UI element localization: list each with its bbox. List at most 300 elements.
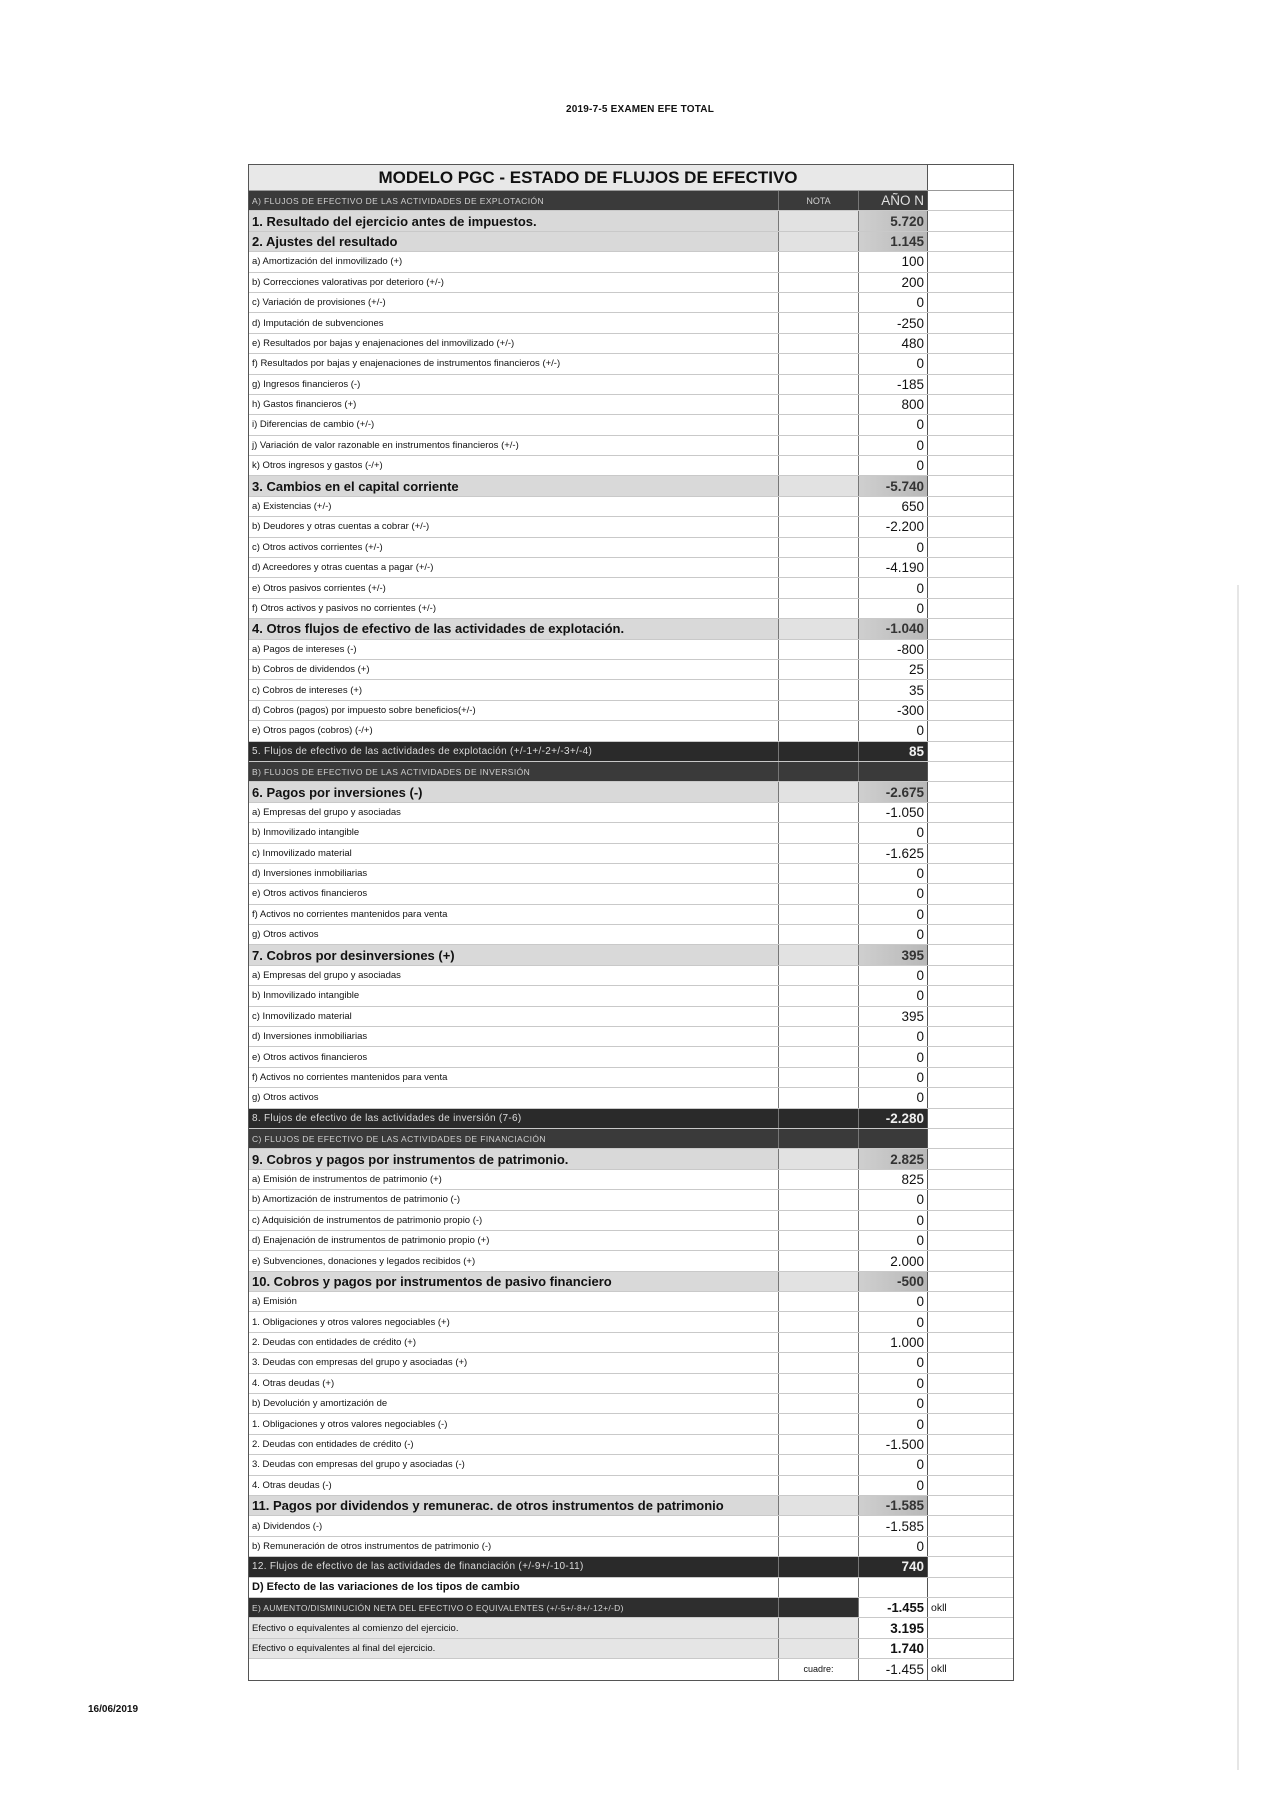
row-nota [779, 1047, 859, 1066]
row-nota [779, 232, 859, 251]
table-row [249, 578, 1013, 598]
row-label: b) Inmovilizado intangible [249, 823, 779, 842]
row-check [928, 1578, 1013, 1597]
row-nota [779, 334, 859, 353]
row-label: c) Inmovilizado material [249, 844, 779, 863]
row-nota [779, 1557, 859, 1576]
row-label: d) Cobros (pagos) por impuesto sobre beneficios(+/-) [249, 701, 779, 720]
row-check [928, 1170, 1013, 1189]
row-value: 0 [859, 1394, 928, 1413]
row-check [928, 701, 1013, 720]
row-value: -1.625 [859, 844, 928, 863]
table-row [249, 966, 1013, 986]
row-nota [779, 1027, 859, 1046]
row-value: -2.200 [859, 517, 928, 536]
row-label: c) Otros activos corrientes (+/-) [249, 538, 779, 557]
table-row [249, 1231, 1013, 1251]
row-check [928, 619, 1013, 638]
row-value [859, 1129, 928, 1148]
row-check [928, 599, 1013, 618]
row-label: Efectivo o equivalentes al final del ejercicio. [249, 1639, 779, 1658]
row-label [249, 1659, 779, 1679]
row-check [928, 1047, 1013, 1066]
row-check [928, 1537, 1013, 1556]
row-check [928, 436, 1013, 455]
row-value: 0 [859, 1353, 928, 1372]
row-nota [779, 1414, 859, 1433]
row-check [928, 1394, 1013, 1413]
row-value: 0 [859, 436, 928, 455]
row-label: b) Amortización de instrumentos de patrimonio (-) [249, 1190, 779, 1209]
table-row [249, 415, 1013, 435]
row-value: 200 [859, 273, 928, 292]
row-check [928, 517, 1013, 536]
row-value: 0 [859, 1211, 928, 1230]
row-label: d) Enajenación de instrumentos de patrimonio propio (+) [249, 1231, 779, 1250]
row-nota [779, 1190, 859, 1209]
row-label: a) Existencias (+/-) [249, 497, 779, 516]
row-value: -1.455 [859, 1659, 928, 1679]
row-check [928, 497, 1013, 516]
row-label: c) Variación de provisiones (+/-) [249, 293, 779, 312]
row-label: f) Otros activos y pasivos no corrientes (+/-) [249, 599, 779, 618]
table-row [249, 375, 1013, 395]
row-value: 0 [859, 1068, 928, 1087]
row-label: f) Resultados por bajas y enajenaciones de instrumentos financieros (+/-) [249, 354, 779, 373]
row-check [928, 1251, 1013, 1270]
row-value: 740 [859, 1557, 928, 1576]
row-nota [779, 864, 859, 883]
row-nota [779, 742, 859, 761]
row-value: 0 [859, 1292, 928, 1311]
row-nota [779, 1639, 859, 1658]
row-nota [779, 375, 859, 394]
row-label: a) Amortización del inmovilizado (+) [249, 252, 779, 271]
row-label: 8. Flujos de efectivo de las actividades de inversión (7-6) [249, 1109, 779, 1128]
row-label: a) Emisión de instrumentos de patrimonio (+) [249, 1170, 779, 1189]
row-check [928, 1211, 1013, 1230]
row-value: -5.740 [859, 476, 928, 495]
row-value: 0 [859, 884, 928, 903]
row-label: D) Efecto de las variaciones de los tipos de cambio [249, 1578, 779, 1597]
row-label: 6. Pagos por inversiones (-) [249, 782, 779, 801]
row-check [928, 1476, 1013, 1495]
row-label: b) Devolución y amortización de [249, 1394, 779, 1413]
table-row [249, 1496, 1013, 1516]
row-nota: cuadre: [779, 1659, 859, 1679]
row-nota [779, 1292, 859, 1311]
row-check [928, 334, 1013, 353]
row-value: 395 [859, 945, 928, 964]
row-nota [779, 1272, 859, 1291]
row-value: 0 [859, 966, 928, 985]
row-nota [779, 966, 859, 985]
row-nota [779, 1476, 859, 1495]
row-check [928, 232, 1013, 251]
row-nota [779, 1353, 859, 1372]
row-label: a) Pagos de intereses (-) [249, 640, 779, 659]
row-label: d) Inversiones inmobiliarias [249, 1027, 779, 1046]
row-value: 0 [859, 721, 928, 740]
row-label: e) Otros pasivos corrientes (+/-) [249, 578, 779, 597]
table-row [249, 1251, 1013, 1271]
row-label: e) Subvenciones, donaciones y legados recibidos (+) [249, 1251, 779, 1270]
row-value: 0 [859, 1414, 928, 1433]
row-check [928, 558, 1013, 577]
row-nota [779, 986, 859, 1005]
row-label: E) AUMENTO/DISMINUCIÓN NETA DEL EFECTIVO O EQUIVALENTES (+/-5+/-8+/-12+/-D) [249, 1598, 779, 1617]
row-check [928, 1516, 1013, 1535]
ok-cell [928, 165, 1013, 190]
table-row [249, 1211, 1013, 1231]
row-label: C) FLUJOS DE EFECTIVO DE LAS ACTIVIDADES DE FINANCIACIÓN [249, 1129, 779, 1148]
row-value: -185 [859, 375, 928, 394]
row-nota [779, 476, 859, 495]
row-label: c) Inmovilizado material [249, 1007, 779, 1026]
row-value: 35 [859, 680, 928, 699]
table-row [249, 864, 1013, 884]
row-value: 1.000 [859, 1333, 928, 1352]
row-value: 100 [859, 252, 928, 271]
row-nota [779, 497, 859, 516]
row-value: 480 [859, 334, 928, 353]
row-value: -1.585 [859, 1496, 928, 1515]
row-value: 0 [859, 415, 928, 434]
row-nota [779, 1068, 859, 1087]
table-row [249, 1639, 1013, 1659]
row-check [928, 578, 1013, 597]
table-row [249, 762, 1013, 782]
row-nota [779, 273, 859, 292]
row-check [928, 660, 1013, 679]
row-nota [779, 1435, 859, 1454]
row-nota [779, 436, 859, 455]
document-title: 2019-7-5 EXAMEN EFE TOTAL [566, 104, 714, 115]
table-row [249, 395, 1013, 415]
row-label: 2. Deudas con entidades de crédito (+) [249, 1333, 779, 1352]
row-label: c) Adquisición de instrumentos de patrimonio propio (-) [249, 1211, 779, 1230]
row-check [928, 966, 1013, 985]
row-check [928, 844, 1013, 863]
row-check [928, 1414, 1013, 1433]
row-nota [779, 782, 859, 801]
row-label: B) FLUJOS DE EFECTIVO DE LAS ACTIVIDADES DE INVERSIÓN [249, 762, 779, 781]
row-check [928, 1618, 1013, 1637]
row-nota [779, 415, 859, 434]
row-label: e) Otros activos financieros [249, 1047, 779, 1066]
row-value: 3.195 [859, 1618, 928, 1637]
row-check [928, 762, 1013, 781]
table-row [249, 905, 1013, 925]
table-row [249, 558, 1013, 578]
row-nota [779, 640, 859, 659]
row-check [928, 884, 1013, 903]
row-value: -4.190 [859, 558, 928, 577]
table-row [249, 1292, 1013, 1312]
row-value: 0 [859, 1537, 928, 1556]
scan-edge-line [1237, 585, 1239, 1770]
row-label: 4. Otros flujos de efectivo de las actividades de explotación. [249, 619, 779, 638]
table-row [249, 680, 1013, 700]
table-row [249, 497, 1013, 517]
row-nota [779, 1109, 859, 1128]
row-nota [779, 599, 859, 618]
row-value: -250 [859, 313, 928, 332]
table-row [249, 1272, 1013, 1292]
table-row [249, 1027, 1013, 1047]
row-label: f) Activos no corrientes mantenidos para venta [249, 905, 779, 924]
row-check [928, 742, 1013, 761]
row-label: 5. Flujos de efectivo de las actividades de explotación (+/-1+/-2+/-3+/-4) [249, 742, 779, 761]
row-check [928, 313, 1013, 332]
row-nota [779, 1251, 859, 1270]
table-row [249, 211, 1013, 231]
row-nota [779, 1333, 859, 1352]
row-check [928, 538, 1013, 557]
row-label: e) Otros pagos (cobros) (-/+) [249, 721, 779, 740]
table-row [249, 191, 1013, 211]
table-row [249, 823, 1013, 843]
row-check [928, 986, 1013, 1005]
row-check [928, 823, 1013, 842]
table-row [249, 619, 1013, 639]
table-row [249, 782, 1013, 802]
table-row [249, 742, 1013, 762]
row-label: i) Diferencias de cambio (+/-) [249, 415, 779, 434]
row-label: 4. Otras deudas (+) [249, 1374, 779, 1393]
row-check [928, 191, 1013, 210]
row-nota [779, 1496, 859, 1515]
table-row [249, 1088, 1013, 1108]
table-row [249, 1578, 1013, 1598]
row-check [928, 925, 1013, 944]
row-check [928, 1027, 1013, 1046]
table-row [249, 313, 1013, 333]
row-check: okll [931, 1663, 947, 1676]
table-row [249, 1129, 1013, 1149]
row-nota [779, 1312, 859, 1331]
row-value: 85 [859, 742, 928, 761]
row-check [928, 1109, 1013, 1128]
row-value: -1.500 [859, 1435, 928, 1454]
table-row [249, 1047, 1013, 1067]
table-row [249, 884, 1013, 904]
row-check [928, 1129, 1013, 1148]
table-row [249, 844, 1013, 864]
table-body [249, 191, 1013, 1680]
row-check: okll [931, 1601, 947, 1614]
row-label: 1. Resultado del ejercicio antes de impuestos. [249, 211, 779, 230]
table-title: MODELO PGC - ESTADO DE FLUJOS DE EFECTIVO [249, 165, 928, 190]
row-label: j) Variación de valor razonable en instrumentos financieros (+/-) [249, 436, 779, 455]
row-label: g) Otros activos [249, 925, 779, 944]
row-value: 0 [859, 925, 928, 944]
row-value: -1.050 [859, 803, 928, 822]
row-check [928, 1455, 1013, 1474]
row-check [928, 1312, 1013, 1331]
row-nota [779, 293, 859, 312]
table-row [249, 599, 1013, 619]
row-nota [779, 578, 859, 597]
table-row [249, 476, 1013, 496]
table-row [249, 232, 1013, 252]
row-value: 2.825 [859, 1149, 928, 1168]
row-nota [779, 1394, 859, 1413]
row-value: 0 [859, 986, 928, 1005]
row-label: d) Inversiones inmobiliarias [249, 864, 779, 883]
row-check [928, 945, 1013, 964]
cash-flow-table [248, 164, 1014, 1681]
row-label: 3. Cambios en el capital corriente [249, 476, 779, 495]
row-nota [779, 354, 859, 373]
row-value: 0 [859, 1312, 928, 1331]
row-value: 0 [859, 599, 928, 618]
row-label: 10. Cobros y pagos por instrumentos de pasivo financiero [249, 1272, 779, 1291]
row-value: 2.000 [859, 1251, 928, 1270]
table-row [249, 1618, 1013, 1638]
row-nota [779, 313, 859, 332]
row-nota [779, 701, 859, 720]
row-label: 11. Pagos por dividendos y remunerac. de otros instrumentos de patrimonio [249, 1496, 779, 1515]
table-row [249, 1455, 1013, 1475]
row-nota [779, 803, 859, 822]
row-nota [779, 456, 859, 475]
row-check [928, 721, 1013, 740]
row-label: Efectivo o equivalentes al comienzo del ejercicio. [249, 1618, 779, 1637]
row-nota [779, 1537, 859, 1556]
row-nota: NOTA [779, 191, 859, 210]
row-label: b) Deudores y otras cuentas a cobrar (+/-) [249, 517, 779, 536]
row-nota [779, 844, 859, 863]
row-value: 0 [859, 823, 928, 842]
row-value [859, 1578, 928, 1597]
row-check [928, 782, 1013, 801]
row-label: A) FLUJOS DE EFECTIVO DE LAS ACTIVIDADES DE EXPLOTACIÓN [249, 191, 779, 210]
row-nota [779, 538, 859, 557]
row-nota [779, 558, 859, 577]
row-value: 0 [859, 456, 928, 475]
row-nota [779, 1088, 859, 1107]
table-row [249, 1598, 1013, 1618]
row-value: 0 [859, 1476, 928, 1495]
row-nota [779, 1170, 859, 1189]
row-value: -2.675 [859, 782, 928, 801]
row-value: -300 [859, 701, 928, 720]
table-row [249, 293, 1013, 313]
row-check [928, 415, 1013, 434]
row-value: 650 [859, 497, 928, 516]
table-row [249, 1312, 1013, 1332]
table-row [249, 273, 1013, 293]
row-check [928, 803, 1013, 822]
row-check [928, 476, 1013, 495]
row-nota [779, 660, 859, 679]
row-nota [779, 762, 859, 781]
table-row [249, 1414, 1013, 1434]
row-label: 1. Obligaciones y otros valores negociables (-) [249, 1414, 779, 1433]
row-label: 2. Deudas con entidades de crédito (-) [249, 1435, 779, 1454]
table-row [249, 1476, 1013, 1496]
row-value: 395 [859, 1007, 928, 1026]
row-value: 5.720 [859, 211, 928, 230]
table-row [249, 1659, 1013, 1679]
row-value: 0 [859, 538, 928, 557]
footer-date: 16/06/2019 [88, 1704, 139, 1715]
row-label: a) Dividendos (-) [249, 1516, 779, 1535]
table-row [249, 1435, 1013, 1455]
row-nota [779, 1129, 859, 1148]
row-value: 1.740 [859, 1639, 928, 1658]
table-row [249, 925, 1013, 945]
row-value: 0 [859, 1027, 928, 1046]
table-row [249, 1190, 1013, 1210]
row-check [928, 1088, 1013, 1107]
row-label: 3. Deudas con empresas del grupo y asociadas (-) [249, 1455, 779, 1474]
row-value: -1.585 [859, 1516, 928, 1535]
table-row [249, 1333, 1013, 1353]
row-check [928, 680, 1013, 699]
row-check [928, 905, 1013, 924]
row-check [928, 1496, 1013, 1515]
row-value: 0 [859, 1190, 928, 1209]
row-label: b) Cobros de dividendos (+) [249, 660, 779, 679]
row-value: -500 [859, 1272, 928, 1291]
table-row [249, 517, 1013, 537]
row-check [928, 1068, 1013, 1087]
row-label: 2. Ajustes del resultado [249, 232, 779, 251]
row-check [928, 1231, 1013, 1250]
row-check [928, 1435, 1013, 1454]
row-label: 7. Cobros por desinversiones (+) [249, 945, 779, 964]
row-check [928, 273, 1013, 292]
row-value: -1.455 [859, 1598, 928, 1617]
row-value: AÑO N [859, 191, 928, 210]
row-label: 3. Deudas con empresas del grupo y asociadas (+) [249, 1353, 779, 1372]
table-row [249, 1557, 1013, 1577]
row-label: b) Remuneración de otros instrumentos de patrimonio (-) [249, 1537, 779, 1556]
row-value [859, 762, 928, 781]
row-nota [779, 721, 859, 740]
row-value: 0 [859, 354, 928, 373]
table-row [249, 640, 1013, 660]
row-nota [779, 517, 859, 536]
row-nota [779, 1516, 859, 1535]
row-label: b) Inmovilizado intangible [249, 986, 779, 1005]
row-label: e) Otros activos financieros [249, 884, 779, 903]
row-nota [779, 1231, 859, 1250]
row-nota [779, 925, 859, 944]
row-label: e) Resultados por bajas y enajenaciones del inmovilizado (+/-) [249, 334, 779, 353]
table-row [249, 1068, 1013, 1088]
row-nota [779, 884, 859, 903]
row-check [928, 1272, 1013, 1291]
table-row [249, 1394, 1013, 1414]
row-value: 0 [859, 1455, 928, 1474]
row-value: 800 [859, 395, 928, 414]
table-row [249, 252, 1013, 272]
row-nota [779, 1007, 859, 1026]
row-label: a) Empresas del grupo y asociadas [249, 966, 779, 985]
row-value: -2.280 [859, 1109, 928, 1128]
row-check [928, 395, 1013, 414]
table-row [249, 1109, 1013, 1129]
row-label: 1. Obligaciones y otros valores negociables (+) [249, 1312, 779, 1331]
row-check [928, 1353, 1013, 1372]
row-check [928, 354, 1013, 373]
row-check [928, 1639, 1013, 1658]
row-value: 0 [859, 1088, 928, 1107]
table-row [249, 803, 1013, 823]
